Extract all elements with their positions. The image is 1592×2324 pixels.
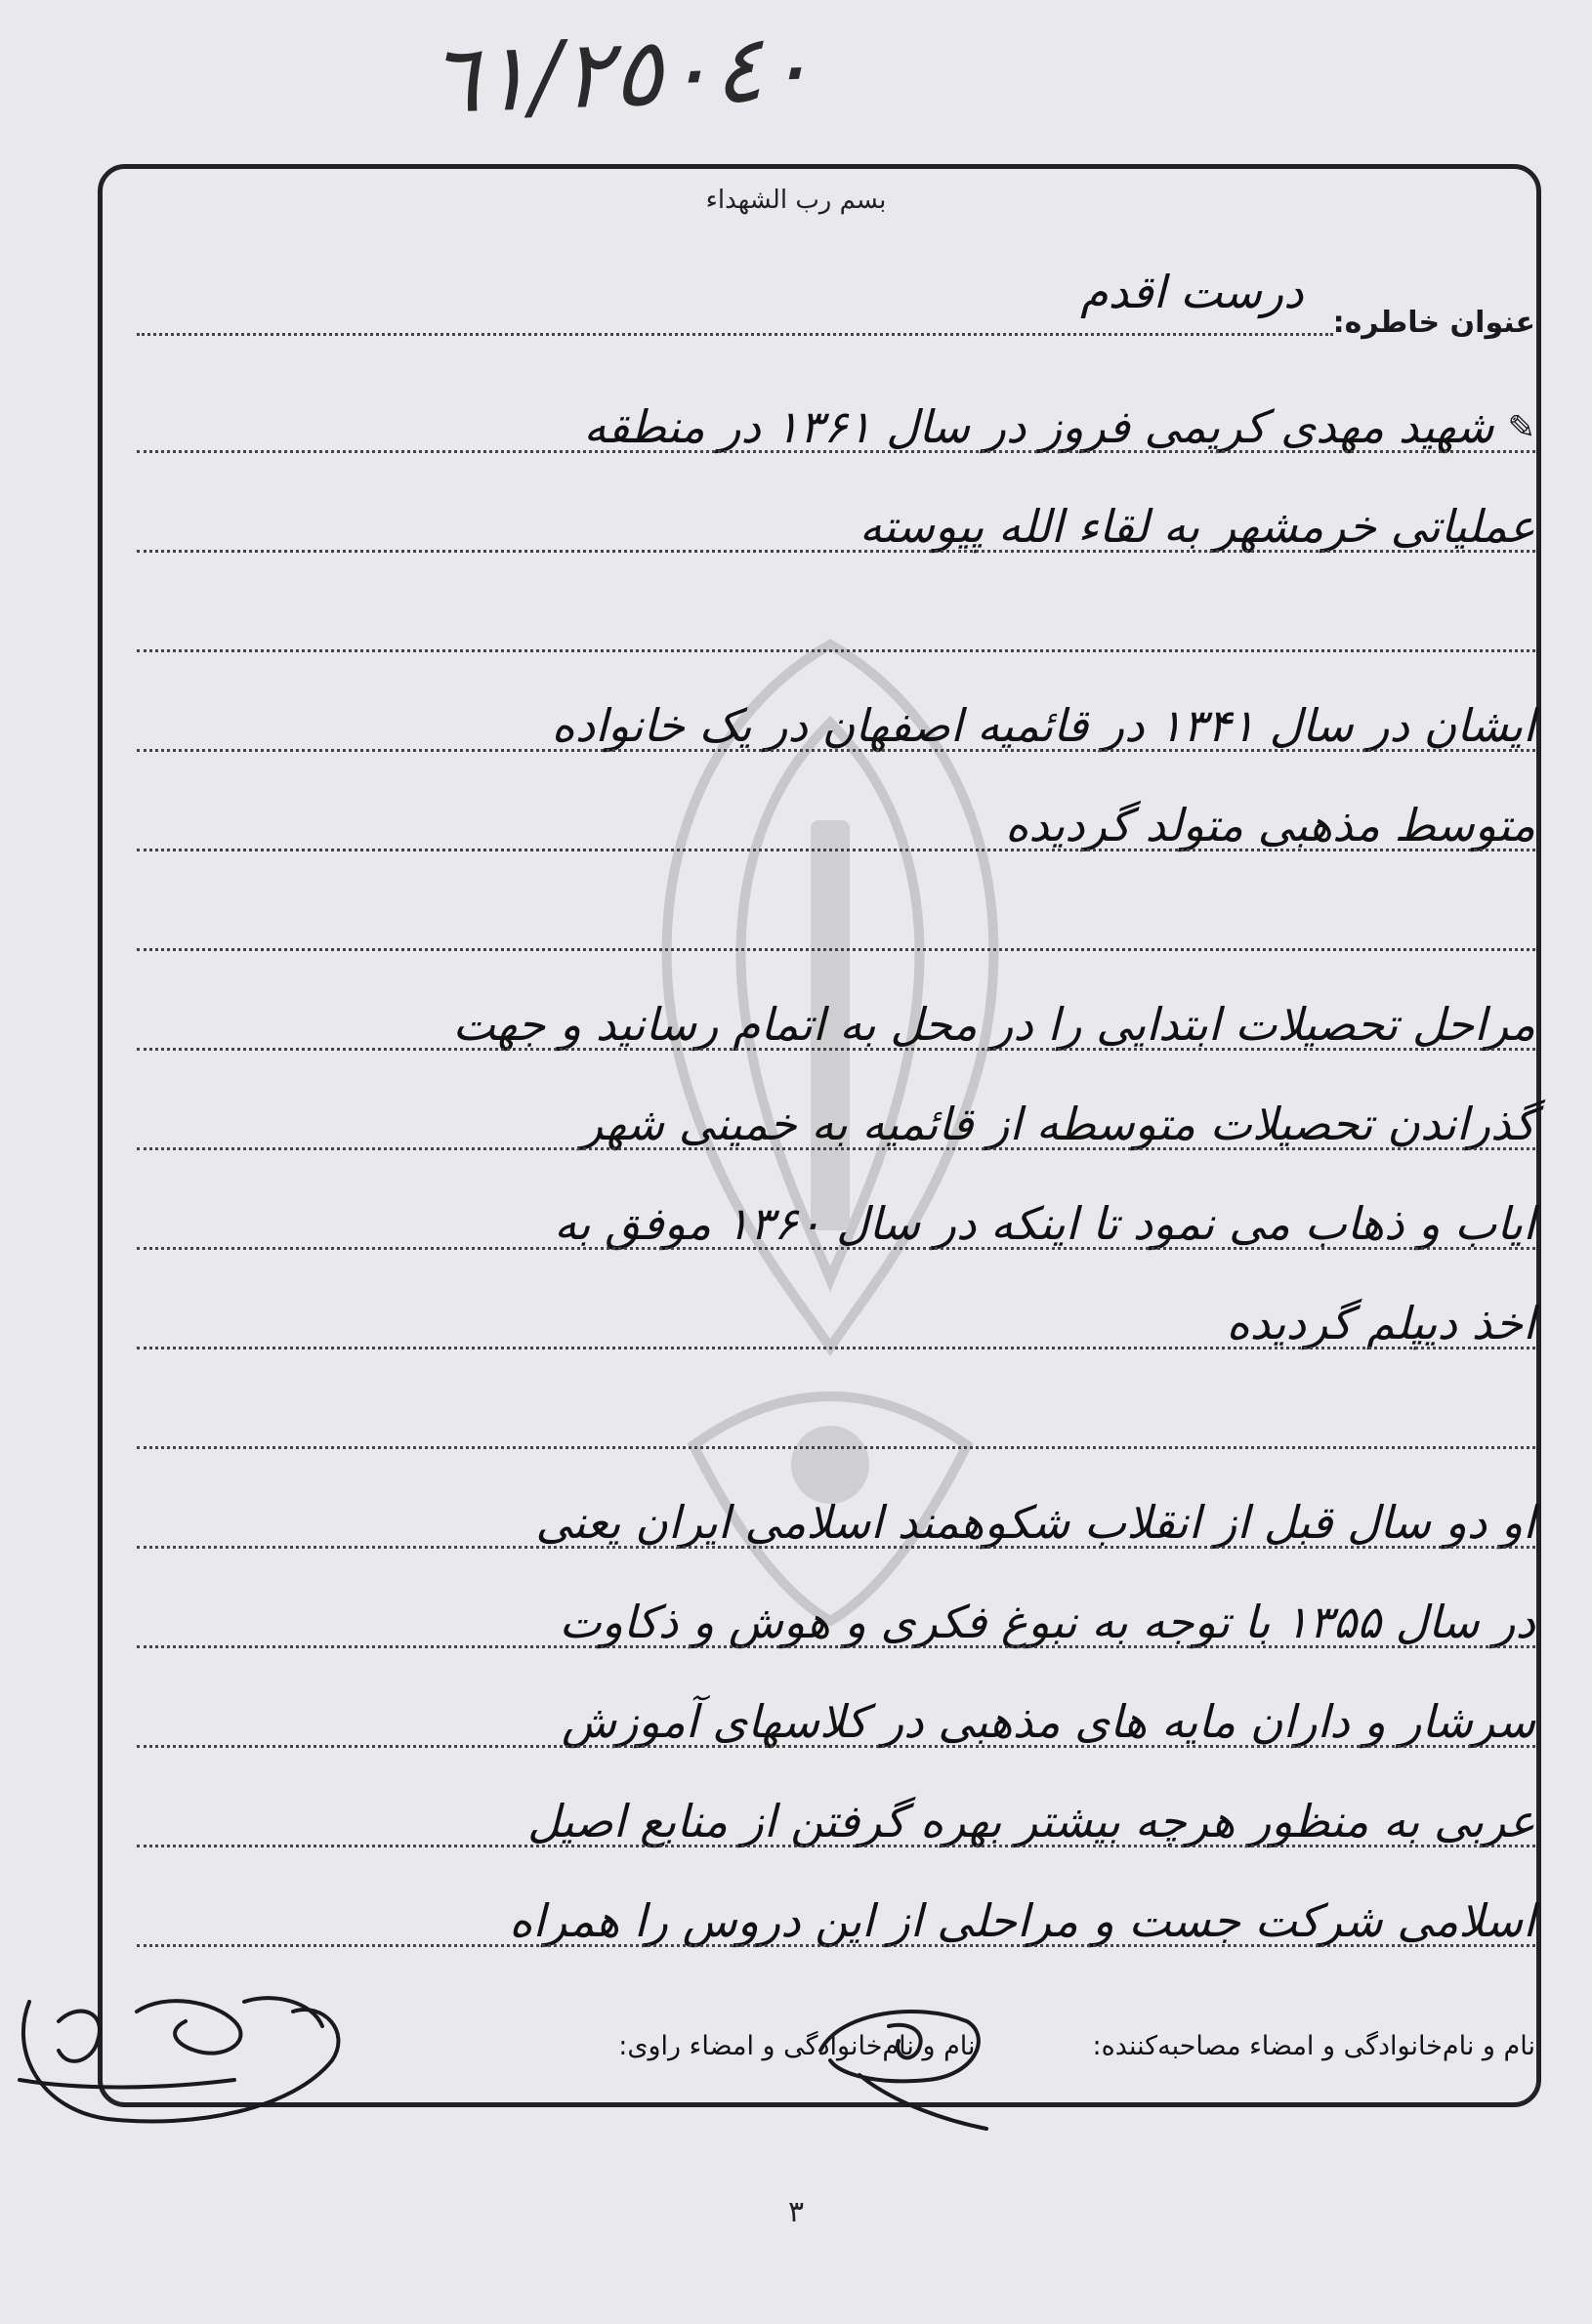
memoir-line — [137, 562, 1535, 662]
pen-icon: ✎ — [1507, 408, 1535, 447]
memoir-line-text: شهید مهدی کریمی فروز در سال ۱۳۶۱ در منطقه — [583, 400, 1494, 453]
memoir-line — [137, 1558, 1535, 1658]
memoir-line — [137, 463, 1535, 562]
memoir-line — [137, 1359, 1535, 1459]
memoir-line-text: گذراندن تحصیلات متوسطه از قائمیه به خمینی شهر — [580, 1098, 1535, 1150]
narrator-label: نام و نام‌خانوادگی و امضاء راوی: — [618, 2031, 976, 2061]
memoir-lines — [137, 363, 1535, 1957]
memoir-line — [137, 762, 1535, 861]
memoir-line — [137, 662, 1535, 762]
page-number: ۳ — [787, 2195, 805, 2229]
interviewer-label: نام و نام‌خانوادگی و امضاء مصاحبه‌کننده: — [1092, 2031, 1535, 2061]
memoir-line-text: در سال ۱۳۵۵ با توجه به نبوغ فکری و هوش و ذکاوت — [559, 1596, 1535, 1648]
memoir-line-text: او دو سال قبل از انقلاب شکوهمند اسلامی ایران یعنی — [535, 1496, 1535, 1549]
signature-narrator-icon — [0, 1943, 361, 2138]
memoir-line — [137, 363, 1535, 463]
memoir-line — [137, 1658, 1535, 1758]
memoir-line-text: اسلامی شرکت جست و مراحلی از این دروس را همراه — [509, 1894, 1535, 1947]
memoir-line-text: مراحل تحصیلات ابتدایی را در محل به اتمام رسانید و جهت — [452, 998, 1535, 1051]
memoir-line — [137, 861, 1535, 961]
memoir-line — [137, 1758, 1535, 1857]
title-value: درست اقدم — [137, 266, 1333, 344]
memoir-line-text: عربی به منظور هرچه بیشتر بهره گرفتن از منابع اصیل — [526, 1795, 1535, 1847]
memoir-line-text: ایشان در سال ۱۳۴۱ در قائمیه اصفهان در یک خانواده — [551, 699, 1535, 752]
memoir-line — [137, 1260, 1535, 1359]
memoir-line — [137, 1459, 1535, 1558]
memoir-line-text: ایاب و ذهاب می نمود تا اینکه در سال ۱۳۶۰ موفق به — [554, 1197, 1535, 1250]
memoir-line-text: عملیاتی خرمشهر به لقاء الله پیوسته — [859, 500, 1535, 553]
title-row — [137, 256, 1535, 344]
memoir-line — [137, 1160, 1535, 1260]
memoir-line-text: اخذ دیپلم گردیده — [1226, 1297, 1535, 1349]
signature-interviewer-icon — [801, 1982, 996, 2138]
memoir-line — [137, 961, 1535, 1060]
basmala-heading: بسم رب الشهداء — [705, 186, 887, 215]
document-number: ٦١/٢٥٠٤٠ — [427, 12, 816, 135]
memoir-line-text: متوسط مذهبی متولد گردیده — [1005, 799, 1535, 851]
title-label: عنوان خاطره: — [1332, 306, 1535, 340]
memoir-line-text: سرشار و داران مایه های مذهبی در کلاسهای آموزش — [562, 1695, 1535, 1748]
memoir-line — [137, 1857, 1535, 1957]
memoir-line — [137, 1060, 1535, 1160]
